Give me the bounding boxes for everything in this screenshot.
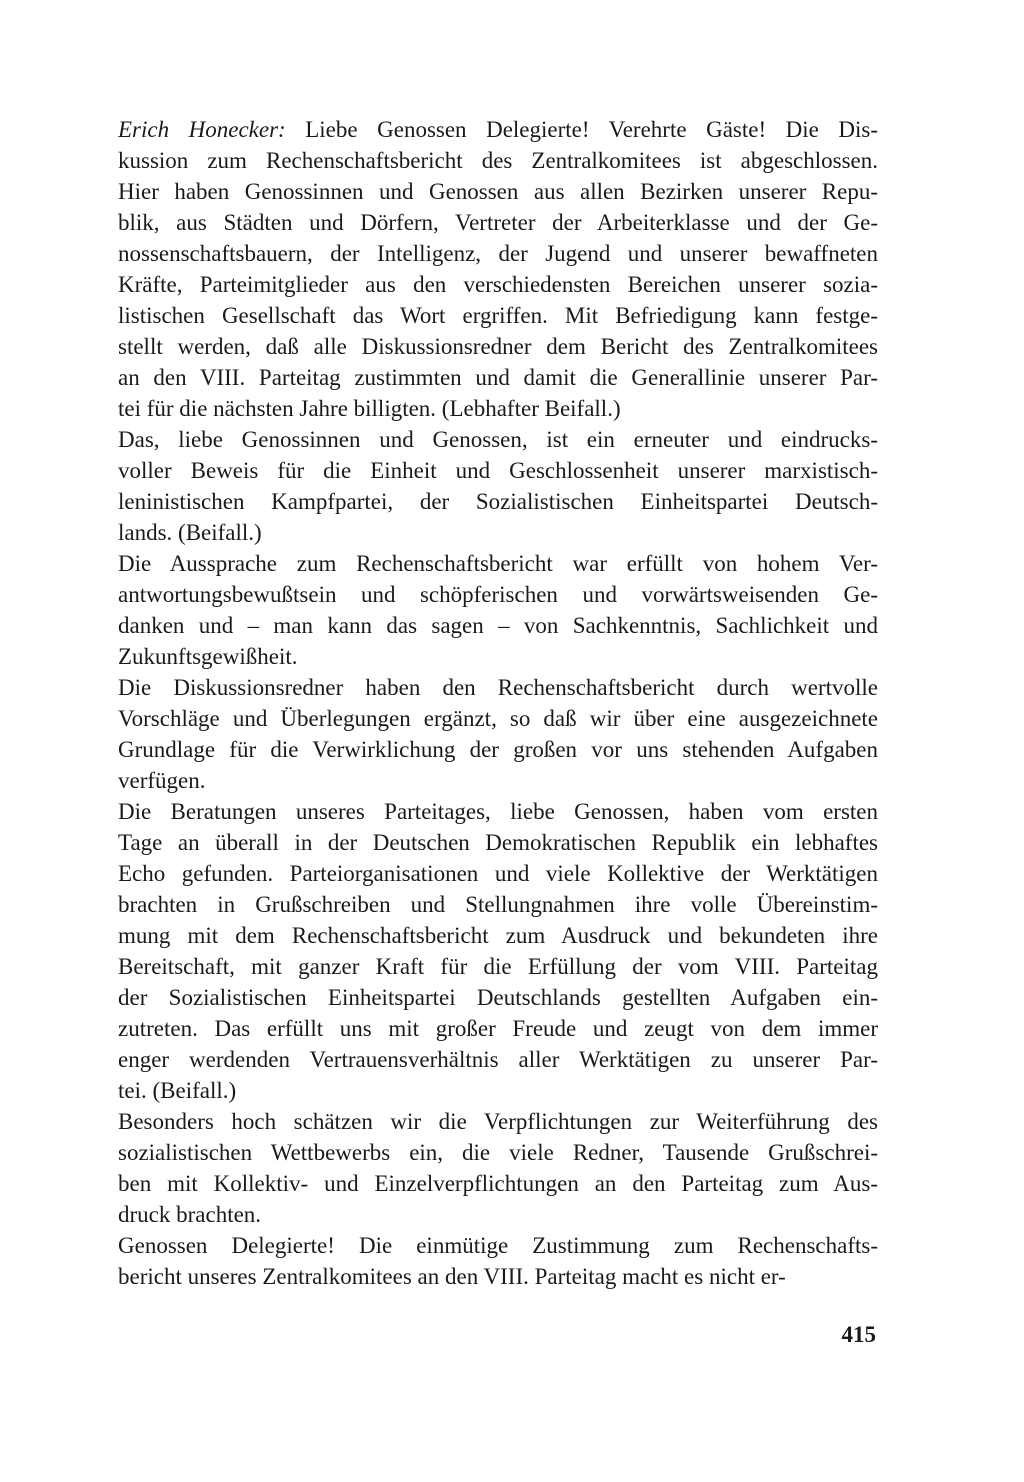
speaker-name: Erich Honecker: — [118, 117, 286, 142]
text-line: Die Beratungen unseres Parteitages, liebe Genossen, haben vom ersten — [118, 799, 878, 824]
text-line: druck brachten. — [118, 1202, 262, 1227]
text-line: Echo gefunden. Parteiorganisationen und viele Kollektive der Werktätigen — [118, 861, 878, 886]
text-line: lands. (Beifall.) — [118, 520, 262, 545]
paragraph — [118, 1106, 878, 1230]
text-line: Kräfte, Parteimitglieder aus den verschiedensten Bereichen unserer sozia- — [118, 272, 878, 297]
text-line: tei. (Beifall.) — [118, 1078, 237, 1103]
text-line: Besonders hoch schätzen wir die Verpflichtungen zur Weiterführung des — [118, 1109, 878, 1134]
text-line: mung mit dem Rechenschaftsbericht zum Ausdruck und bekundeten ihre — [118, 923, 878, 948]
text-line: enger werdenden Vertrauensverhältnis aller Werktätigen zu unserer Par- — [118, 1047, 878, 1072]
text-line: Zukunftsgewißheit. — [118, 644, 298, 669]
paragraph — [118, 424, 878, 548]
text-line: voller Beweis für die Einheit und Geschlossenheit unserer marxistisch- — [118, 458, 878, 483]
page-number: 415 — [841, 1322, 876, 1347]
paragraph — [118, 548, 878, 672]
paragraph — [118, 114, 878, 424]
text-line: verfügen. — [118, 768, 206, 793]
text-line: Grundlage für die Verwirklichung der großen vor uns stehenden Aufgaben — [118, 737, 878, 762]
text-line: Die Aussprache zum Rechenschaftsbericht war erfüllt von hohem Ver- — [118, 551, 878, 576]
text-line-rest: Liebe Genossen Delegierte! Verehrte Gäste! Die Dis- — [285, 117, 878, 142]
body-text — [118, 114, 878, 1292]
text-line: antwortungsbewußtsein und schöpferischen und vorwärtsweisenden Ge- — [118, 582, 878, 607]
text-line: nossenschaftsbauern, der Intelligenz, der Jugend und unserer bewaffneten — [118, 241, 878, 266]
text-line: brachten in Grußschreiben und Stellungnahmen ihre volle Übereinstim- — [118, 892, 878, 917]
text-line: Genossen Delegierte! Die einmütige Zustimmung zum Rechenschafts- — [118, 1233, 878, 1258]
text-line: danken und – man kann das sagen – von Sachkenntnis, Sachlichkeit und — [118, 613, 878, 638]
paragraph — [118, 796, 878, 1106]
text-line: blik, aus Städten und Dörfern, Vertreter der Arbeiterklasse und der Ge- — [118, 210, 878, 235]
paragraph — [118, 672, 878, 796]
text-line: Bereitschaft, mit ganzer Kraft für die Erfüllung der vom VIII. Parteitag — [118, 954, 878, 979]
text-line: der Sozialistischen Einheitspartei Deutschlands gestellten Aufgaben ein- — [118, 985, 878, 1010]
text-line: listischen Gesellschaft das Wort ergriffen. Mit Befriedigung kann festge- — [118, 303, 878, 328]
text-line: Das, liebe Genossinnen und Genossen, ist ein erneuter und eindrucks- — [118, 427, 878, 452]
text-line: bericht unseres Zentralkomitees an den VIII. Parteitag macht es nicht er- — [118, 1264, 786, 1289]
text-line: kussion zum Rechenschaftsbericht des Zentralkomitees ist abgeschlossen. — [118, 148, 878, 173]
text-line: sozialistischen Wettbewerbs ein, die viele Redner, Tausende Grußschrei- — [118, 1140, 878, 1165]
text-line: Tage an überall in der Deutschen Demokratischen Republik ein lebhaftes — [118, 830, 878, 855]
text-line: tei für die nächsten Jahre billigten. (Lebhafter Beifall.) — [118, 396, 621, 421]
text-line — [118, 114, 878, 145]
text-line: Die Diskussionsredner haben den Rechenschaftsbericht durch wertvolle — [118, 675, 878, 700]
text-line: zutreten. Das erfüllt uns mit großer Freude und zeugt von dem immer — [118, 1016, 878, 1041]
text-line: Vorschläge und Überlegungen ergänzt, so daß wir über eine ausgezeichnete — [118, 706, 878, 731]
text-line: leninistischen Kampfpartei, der Sozialistischen Einheitspartei Deutsch- — [118, 489, 878, 514]
text-line: stellt werden, daß alle Diskussionsredner dem Bericht des Zentralkomitees — [118, 334, 878, 359]
text-line: Hier haben Genossinnen und Genossen aus allen Bezirken unserer Repu- — [118, 179, 878, 204]
text-line: an den VIII. Parteitag zustimmten und damit die Generallinie unserer Par- — [118, 365, 878, 390]
text-line: ben mit Kollektiv- und Einzelverpflichtungen an den Parteitag zum Aus- — [118, 1171, 878, 1196]
paragraph — [118, 1230, 878, 1292]
